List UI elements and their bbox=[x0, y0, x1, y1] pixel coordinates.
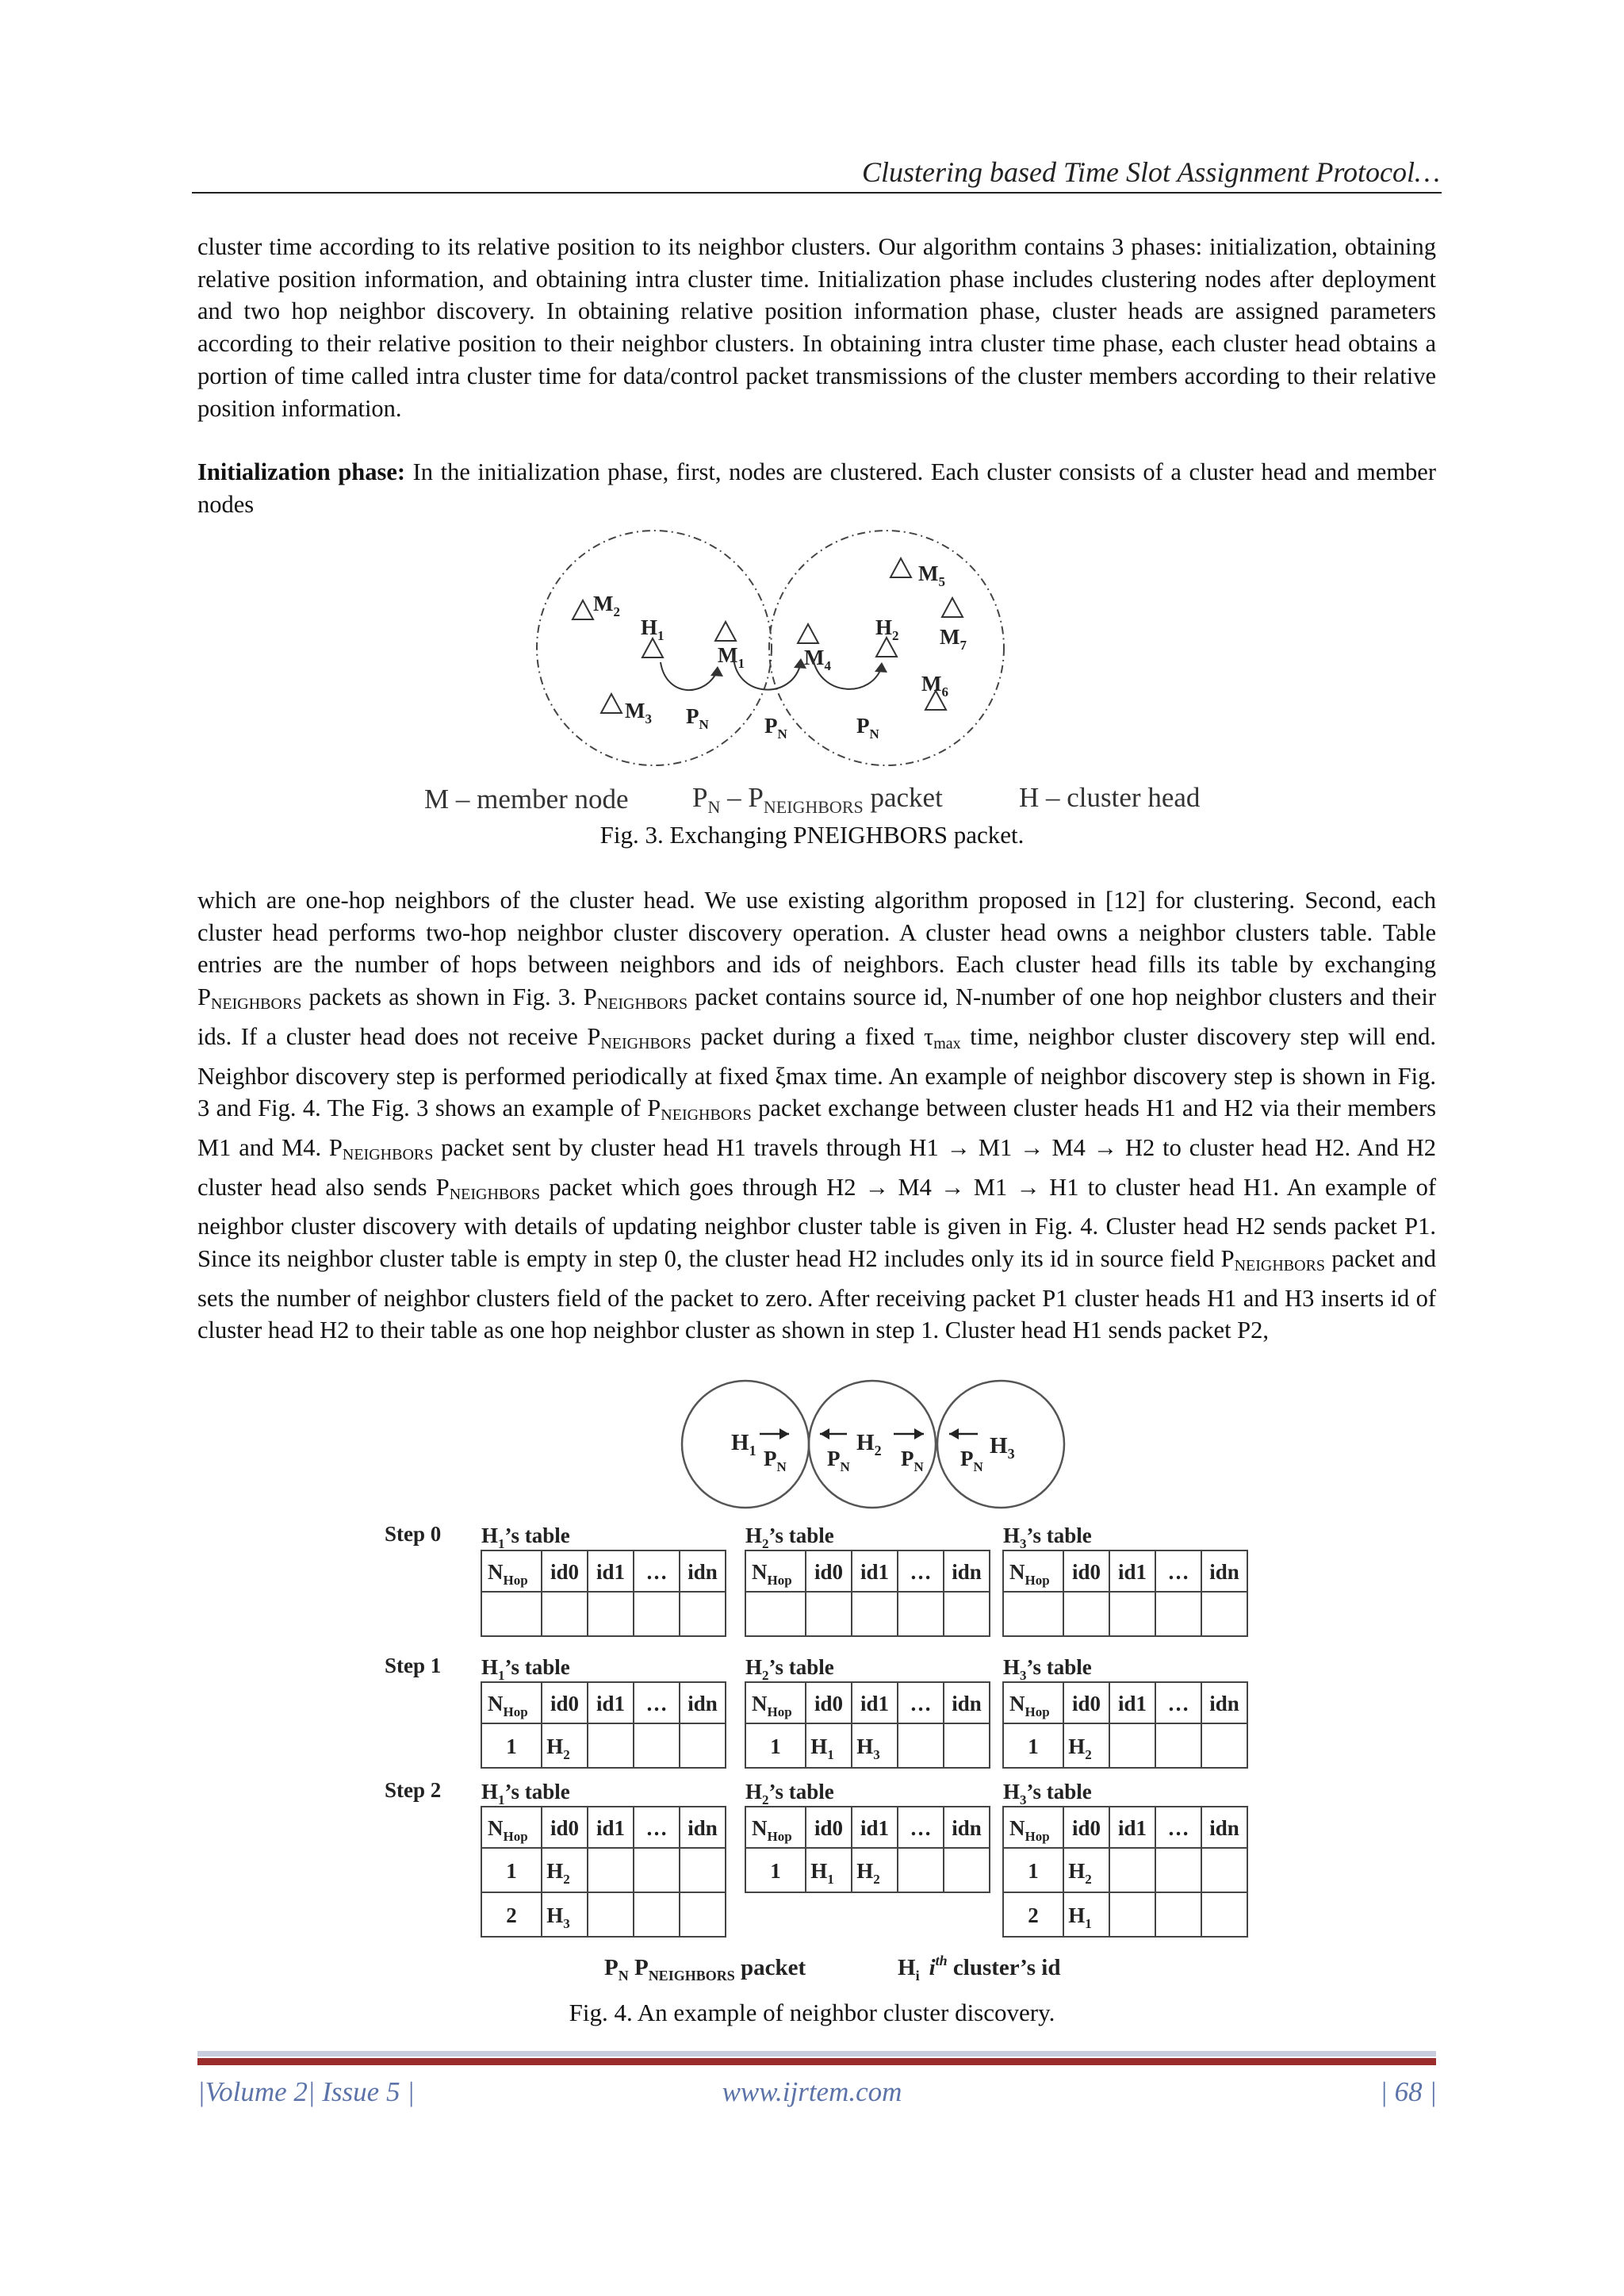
table-title bbox=[481, 1524, 570, 1551]
column-header: id1 bbox=[596, 1692, 626, 1715]
arrowhead-icon bbox=[779, 1428, 789, 1439]
arrowhead-icon bbox=[914, 1428, 924, 1439]
table-cell: 1 bbox=[506, 1859, 517, 1883]
footer-page-number: | 68 | bbox=[1380, 2076, 1437, 2107]
label-main: M bbox=[921, 672, 942, 696]
label-subscript: 1 bbox=[498, 1668, 505, 1683]
column-header: id0 bbox=[1071, 1560, 1101, 1584]
label-main: H bbox=[745, 1524, 763, 1547]
table-title bbox=[1003, 1655, 1092, 1683]
label-subscript: 2 bbox=[892, 628, 899, 643]
table-title bbox=[1003, 1524, 1092, 1551]
label-main: N bbox=[488, 1560, 504, 1584]
label-main: P bbox=[764, 1447, 777, 1470]
label-subscript: 1 bbox=[498, 1536, 505, 1551]
cell-main: H bbox=[810, 1734, 828, 1758]
label-subscript: 2 bbox=[762, 1536, 769, 1551]
label-subscript: 1 bbox=[657, 628, 665, 643]
label-subscript: 4 bbox=[824, 658, 831, 673]
cell-subscript: 1 bbox=[1085, 1916, 1092, 1931]
text-run: packet exchange between cluster heads H1 and H2 via their members M1 and M4. P bbox=[197, 1094, 1436, 1161]
column-header: … bbox=[645, 1560, 668, 1584]
column-header: id0 bbox=[1071, 1692, 1101, 1715]
cell-subscript: 3 bbox=[873, 1747, 880, 1762]
label-main: H bbox=[875, 615, 893, 639]
label-main: N bbox=[488, 1816, 504, 1840]
label-tail: ’s table bbox=[768, 1780, 834, 1803]
column-header: id0 bbox=[1071, 1816, 1101, 1840]
step-label: Step 0 bbox=[385, 1522, 442, 1546]
label-main: M bbox=[718, 643, 738, 667]
step-label: Step 2 bbox=[385, 1778, 442, 1802]
label-main: P bbox=[764, 714, 778, 738]
body-paragraph-1: cluster time according to its relative position to its neighbor clusters. Our algorithm contains 3 phases: initialization, obtaining relative position information, and obtaining intra cluster time. Initialization phase includes clustering nodes after deployment and two hop neighbor discovery. In obtaining relative position information phase, cluster heads are assigned parameters according to their relative position to their neighbor clusters. In obtaining intra cluster time phase, each cluster head obtains a portion of time called intra cluster time for data/control packet transmissions of the cluster members according to their relative position information. bbox=[197, 233, 1436, 422]
column-header: idn bbox=[952, 1692, 982, 1715]
footer-rule-light bbox=[197, 2051, 1436, 2056]
label-tail: ’s table bbox=[1026, 1780, 1092, 1803]
cell-subscript: 1 bbox=[827, 1747, 834, 1762]
label-main: P bbox=[901, 1447, 914, 1470]
text-run: packet and sets the number of neighbor clusters field of the packet to zero. After receiving packet P1 cluster heads H1 and H3 inserts id of cluster head H2 to their table as one hop neighbor cluster as shown in step 1. Cluster head H1 sends packet P2, bbox=[197, 1245, 1437, 1344]
cell-main: H bbox=[1068, 1734, 1086, 1758]
initialization-phase-heading: Initialization phase: bbox=[197, 458, 406, 485]
text-run: which are one-hop neighbors of the cluster head. We use existing algorithm proposed in [12] for clustering. Second, each cluster head performs two-hop neighbor cluster discovery operation. A cluster head owns a neighbor clusters table. Table entries are the number of hops between neighbors and ids of neighbors. Each cluster head fills its table by exchanging P bbox=[197, 887, 1436, 1011]
legend-p: P bbox=[604, 1955, 619, 1980]
text-run: packet during a fixed τ bbox=[691, 1022, 934, 1050]
label-subscript: 5 bbox=[938, 574, 945, 589]
label-main: M bbox=[918, 562, 939, 585]
label-subscript: 2 bbox=[762, 1792, 769, 1807]
text-run: time, neighbor cluster discovery step will end. Neighbor discovery step is performed periodically at fixed ξmax time. An example of neighbor discovery step is shown in Fig. 3 and Fig. 4. The Fig. 3 shows an example of P bbox=[197, 1022, 1436, 1122]
legend-mid: P bbox=[628, 1955, 649, 1980]
label-subscript: Hop bbox=[503, 1573, 528, 1588]
label-main: N bbox=[1009, 1560, 1025, 1584]
text-run: packet contains source id, N-number of one hop neighbor clusters and their ids. If a cluster head does not receive P bbox=[197, 983, 1436, 1050]
subscript: NEIGHBORS bbox=[596, 995, 688, 1014]
column-header: id0 bbox=[550, 1692, 580, 1715]
label-subscript: 2 bbox=[762, 1668, 769, 1683]
label-tail: ’s table bbox=[504, 1524, 570, 1547]
table-cell bbox=[546, 1859, 570, 1887]
table-cell bbox=[1068, 1734, 1092, 1762]
label-main: H bbox=[745, 1780, 763, 1803]
column-header-nhop bbox=[752, 1560, 792, 1588]
column-header: idn bbox=[688, 1692, 718, 1715]
table-cell bbox=[1068, 1859, 1092, 1887]
column-header: id1 bbox=[860, 1816, 890, 1840]
label-subscript: 3 bbox=[1020, 1536, 1027, 1551]
table-cell: 1 bbox=[770, 1734, 781, 1758]
label-subscript: N bbox=[840, 1459, 850, 1474]
footer-website[interactable]: www.ijrtem.com bbox=[722, 2076, 902, 2107]
cell-subscript: 2 bbox=[1085, 1872, 1092, 1887]
label-main: M bbox=[940, 625, 960, 649]
table-cell bbox=[810, 1859, 834, 1887]
label-subscript: Hop bbox=[767, 1829, 792, 1844]
subscript: NEIGHBORS bbox=[210, 995, 302, 1014]
cell-subscript: 2 bbox=[873, 1872, 880, 1887]
legend-end: packet bbox=[734, 1955, 806, 1980]
table-cell: 2 bbox=[506, 1903, 517, 1927]
label-tail: ’s table bbox=[1026, 1655, 1092, 1679]
table-title bbox=[745, 1524, 834, 1551]
label-subscript: Hop bbox=[503, 1704, 528, 1719]
label-tail: ’s table bbox=[504, 1655, 570, 1679]
column-header: … bbox=[910, 1692, 932, 1715]
legend-packet-p: P bbox=[692, 782, 708, 813]
table-cell bbox=[1068, 1903, 1092, 1931]
table-cell bbox=[546, 1903, 570, 1931]
packet-label bbox=[764, 1447, 787, 1474]
subscript: NEIGHBORS bbox=[1234, 1257, 1326, 1275]
table-cell bbox=[546, 1734, 570, 1762]
label-tail: ’s table bbox=[768, 1524, 834, 1547]
column-header: id1 bbox=[860, 1692, 890, 1715]
subscript: NEIGHBORS bbox=[661, 1106, 752, 1125]
column-header: … bbox=[1167, 1560, 1189, 1584]
label-subscript: 1 bbox=[498, 1792, 505, 1807]
step-label: Step 1 bbox=[385, 1654, 442, 1677]
subscript: NEIGHBORS bbox=[342, 1145, 434, 1163]
cell-main: H bbox=[546, 1859, 564, 1883]
label-main: M bbox=[625, 699, 645, 723]
column-header-nhop bbox=[1009, 1816, 1050, 1844]
label-subscript: N bbox=[869, 726, 879, 742]
column-header-nhop bbox=[752, 1816, 792, 1844]
table-title bbox=[481, 1780, 570, 1807]
column-header-nhop bbox=[1009, 1560, 1050, 1588]
label-main: P bbox=[827, 1447, 841, 1470]
label-subscript: 3 bbox=[1020, 1668, 1027, 1683]
label-main: H bbox=[990, 1433, 1008, 1458]
column-header: … bbox=[645, 1692, 668, 1715]
label-main: N bbox=[488, 1692, 504, 1715]
column-header-nhop bbox=[488, 1692, 528, 1719]
arrowhead-icon bbox=[820, 1428, 829, 1439]
table-cell bbox=[856, 1734, 880, 1762]
legend-packet-end: packet bbox=[863, 782, 943, 813]
label-subscript: N bbox=[914, 1459, 924, 1474]
label-subscript: 3 bbox=[645, 711, 652, 726]
table-cell: 1 bbox=[1028, 1734, 1039, 1758]
label-tail: ’s table bbox=[768, 1655, 834, 1679]
table-cell: 2 bbox=[1028, 1903, 1039, 1927]
packet-label bbox=[901, 1447, 925, 1474]
column-header: … bbox=[910, 1816, 932, 1840]
running-header: Clustering based Time Slot Assignment Protocol… bbox=[861, 156, 1440, 188]
packet-label bbox=[827, 1447, 851, 1474]
cluster-head-label bbox=[856, 1430, 882, 1458]
text-run: packet sent by cluster head H1 travels through H1 → M1 → M4 → H2 to cluster head H2. And H2 cluster head also sends P bbox=[197, 1133, 1436, 1201]
column-header-nhop bbox=[488, 1816, 528, 1844]
label-subscript: N bbox=[699, 717, 709, 732]
label-subscript: 3 bbox=[1020, 1792, 1027, 1807]
column-header: id1 bbox=[1117, 1816, 1147, 1840]
cell-subscript: 2 bbox=[1085, 1747, 1092, 1762]
text-run: packet which goes through H2 → M4 → M1 → H1 to cluster head H1. An example of neighbor cluster discovery with details of updating neighbor cluster table is given in Fig. 4. Cluster head H2 sends packet P1. Since its neighbor cluster table is empty in step 0, the cluster head H2 includes only its id in source field P bbox=[197, 1173, 1436, 1273]
column-header: … bbox=[910, 1560, 932, 1584]
label-tail: ’s table bbox=[1026, 1524, 1092, 1547]
label-main: H bbox=[481, 1780, 499, 1803]
cell-subscript: 2 bbox=[563, 1872, 570, 1887]
cluster-head-label bbox=[990, 1433, 1015, 1462]
column-header: idn bbox=[1209, 1560, 1239, 1584]
legend-h-sub: i bbox=[915, 1968, 920, 1984]
label-main: H bbox=[641, 615, 658, 639]
legend-ith: i bbox=[929, 1955, 936, 1980]
table-title bbox=[745, 1780, 834, 1807]
label-main: H bbox=[745, 1655, 763, 1679]
label-main: N bbox=[752, 1692, 768, 1715]
arrowhead-icon bbox=[949, 1428, 959, 1439]
packet-label bbox=[960, 1447, 984, 1474]
column-header: idn bbox=[688, 1816, 718, 1840]
label-subscript: 1 bbox=[737, 656, 745, 671]
table-title bbox=[1003, 1780, 1092, 1807]
table-cell bbox=[810, 1734, 834, 1762]
label-subscript: 2 bbox=[613, 604, 620, 619]
cell-main: H bbox=[1068, 1859, 1086, 1883]
label-main: N bbox=[752, 1816, 768, 1840]
cell-main: H bbox=[1068, 1903, 1086, 1927]
legend-head-end: cluster’s id bbox=[947, 1955, 1061, 1980]
label-main: H bbox=[1003, 1524, 1021, 1547]
column-header: id0 bbox=[814, 1692, 844, 1715]
column-header: id0 bbox=[814, 1560, 844, 1584]
footer-rule-dark bbox=[197, 2058, 1436, 2065]
footer-volume-issue: |Volume 2| Issue 5 | bbox=[197, 2076, 415, 2107]
label-main: H bbox=[1003, 1655, 1021, 1679]
label-subscript: 2 bbox=[874, 1443, 882, 1458]
subscript: NEIGHBORS bbox=[600, 1034, 691, 1052]
text-run: packets as shown in Fig. 3. P bbox=[301, 983, 597, 1011]
legend-head: H – cluster head bbox=[1019, 782, 1201, 813]
legend-sub2: NEIGHBORS bbox=[648, 1968, 735, 1984]
table-title bbox=[481, 1655, 570, 1683]
legend-packet-sub2: NEIGHBORS bbox=[763, 797, 864, 817]
label-main: M bbox=[593, 592, 614, 615]
label-main: P bbox=[856, 714, 870, 738]
column-header: idn bbox=[1209, 1692, 1239, 1715]
cell-main: H bbox=[856, 1734, 874, 1758]
label-tail: ’s table bbox=[504, 1780, 570, 1803]
label-main: H bbox=[856, 1430, 875, 1455]
label-main: N bbox=[1009, 1816, 1025, 1840]
legend-head bbox=[898, 1953, 1060, 1984]
column-header: idn bbox=[952, 1560, 982, 1584]
column-header: id1 bbox=[596, 1560, 626, 1584]
column-header: id0 bbox=[814, 1816, 844, 1840]
column-header-nhop bbox=[752, 1692, 792, 1719]
subscript: NEIGHBORS bbox=[449, 1185, 541, 1203]
subscript: max bbox=[933, 1034, 961, 1052]
label-subscript: N bbox=[776, 1459, 787, 1474]
legend-packet-mid: – P bbox=[720, 782, 764, 813]
label-main: H bbox=[1003, 1780, 1021, 1803]
column-header: id1 bbox=[1117, 1692, 1147, 1715]
cluster-head-label bbox=[731, 1430, 756, 1458]
label-subscript: Hop bbox=[1025, 1704, 1050, 1719]
label-main: H bbox=[481, 1524, 499, 1547]
table-cell: 1 bbox=[1028, 1859, 1039, 1883]
column-header: id1 bbox=[1117, 1560, 1147, 1584]
figure-3-caption: Fig. 3. Exchanging PNEIGHBORS packet. bbox=[599, 821, 1025, 849]
column-header: id0 bbox=[550, 1816, 580, 1840]
legend-member: M – member node bbox=[424, 784, 629, 815]
cell-main: H bbox=[546, 1903, 564, 1927]
column-header: … bbox=[1167, 1692, 1189, 1715]
label-main: M bbox=[804, 646, 825, 669]
label-subscript: 7 bbox=[959, 638, 967, 653]
column-header: … bbox=[1167, 1816, 1189, 1840]
table-cell: 1 bbox=[770, 1859, 781, 1883]
legend-h: H bbox=[898, 1955, 916, 1980]
column-header: idn bbox=[688, 1560, 718, 1584]
label-main: H bbox=[481, 1655, 499, 1679]
label-subscript: Hop bbox=[1025, 1573, 1050, 1588]
cell-main: H bbox=[856, 1859, 874, 1883]
column-header: id0 bbox=[550, 1560, 580, 1584]
label-subscript: Hop bbox=[767, 1704, 792, 1719]
cell-main: H bbox=[810, 1859, 828, 1883]
legend-packet-sub: N bbox=[707, 797, 721, 817]
label-subscript: 1 bbox=[749, 1443, 756, 1458]
label-subscript: Hop bbox=[1025, 1829, 1050, 1844]
column-header-nhop bbox=[488, 1560, 528, 1588]
label-main: P bbox=[960, 1447, 974, 1470]
column-header-nhop bbox=[1009, 1692, 1050, 1719]
table-title bbox=[745, 1655, 834, 1683]
label-subscript: 3 bbox=[1007, 1446, 1015, 1462]
table-cell: 1 bbox=[506, 1734, 517, 1758]
column-header: id1 bbox=[596, 1816, 626, 1840]
column-header: id1 bbox=[860, 1560, 890, 1584]
label-subscript: 6 bbox=[941, 684, 948, 700]
label-main: H bbox=[731, 1430, 749, 1455]
cell-subscript: 2 bbox=[563, 1747, 570, 1762]
label-subscript: N bbox=[973, 1459, 983, 1474]
label-main: N bbox=[1009, 1692, 1025, 1715]
label-main: P bbox=[686, 704, 699, 728]
label-main: N bbox=[752, 1560, 768, 1584]
cell-subscript: 3 bbox=[563, 1916, 570, 1931]
column-header: idn bbox=[952, 1816, 982, 1840]
cell-subscript: 1 bbox=[827, 1872, 834, 1887]
label-subscript: Hop bbox=[503, 1829, 528, 1844]
cell-main: H bbox=[546, 1734, 564, 1758]
column-header: idn bbox=[1209, 1816, 1239, 1840]
label-subscript: N bbox=[777, 726, 787, 742]
table-cell bbox=[856, 1859, 880, 1887]
legend-p-sub: N bbox=[618, 1968, 629, 1984]
paragraph-2-text: In the initialization phase, first, nodes are clustered. Each cluster consists of a cluster head and member nodes bbox=[197, 458, 1436, 518]
figure-4-caption: Fig. 4. An example of neighbor cluster discovery. bbox=[569, 1999, 1055, 2026]
column-header: … bbox=[645, 1816, 668, 1840]
label-subscript: Hop bbox=[767, 1573, 792, 1588]
legend-packet bbox=[604, 1955, 806, 1984]
legend-ith-sup: th bbox=[935, 1953, 948, 1968]
